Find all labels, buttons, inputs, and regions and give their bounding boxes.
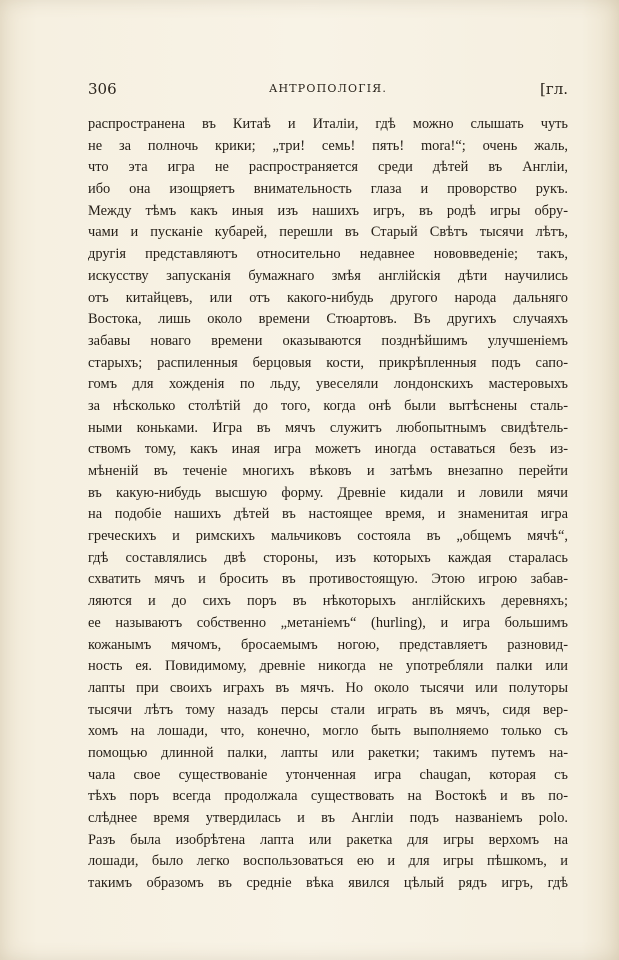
text-line: старыхъ; распиленныя берцовыя кости, прикрѣпленныя подъ сапо- [88, 354, 568, 371]
text-line: тысячи лѣтъ тому назадъ персы стали играть въ мячъ, сидя вер- [88, 701, 568, 718]
text-line: чами и пусканіе кубарей, перешли въ Старый Свѣтъ тысячи лѣтъ, [88, 224, 568, 241]
text-line: гдѣ составлялись двѣ стороны, изъ которыхъ каждая старалась [88, 549, 568, 566]
text-line: схватить мячъ и бросить въ противостоящую. Этою игрою забав- [88, 571, 568, 588]
text-line: хомъ на лошади, что, конечно, могло быть выполняемо только съ [88, 723, 568, 740]
text-line: греческихъ и римскихъ мальчиковъ состояла въ „общемъ мячѣ“, [88, 528, 568, 545]
text-line: ибо она изощряетъ внимательность глаза и проворство рукъ. [88, 181, 568, 198]
text-line: искусству запусканія бумажнаго змѣя англійскія дѣти научились [88, 267, 568, 284]
text-line: ее называютъ собственно „метаніемъ“ (hurling), и игра большимъ [88, 614, 568, 631]
text-line: мѣненій въ теченіе многихъ вѣковъ и затѣмъ внезапно перейти [88, 463, 568, 479]
text-line: ляются и до сихъ поръ въ нѣкоторыхъ англійскихъ деревняхъ; [88, 593, 568, 610]
body-text [88, 114, 568, 895]
text-line: Разъ была изобрѣтена лапта или ракетка для игры верхомъ на [88, 831, 568, 848]
text-line: ными коньками. Игра въ мячъ служитъ любопытнымъ свидѣтель- [88, 419, 568, 436]
text-line: отъ китайцевъ, или отъ какого-нибудь другого народа дальняго [88, 289, 568, 306]
text-line: такимъ образомъ въ средніе вѣка явился цѣлый рядъ игръ, гдѣ [88, 875, 568, 892]
text-line: Востока, лишь около времени Стюартовъ. Въ другихъ случаяхъ [88, 311, 568, 328]
text-line: Между тѣмъ какъ иныя изъ нашихъ игръ, въ родѣ игры обру- [88, 202, 568, 219]
text-line: лошади, было легко воспользоваться ею и для игры пѣшкомъ, и [88, 853, 568, 870]
text-line: забавы новаго времени оказываются позднѣйшимъ улучшеніемъ [88, 332, 568, 349]
text-line: что эта игра не распространяется среди дѣтей въ Англіи, [88, 159, 568, 176]
page-number: 306 [88, 80, 117, 98]
text-line: распространена въ Китаѣ и Италіи, гдѣ можно слышать чуть [88, 116, 568, 132]
text-line: гомъ для хожденія по льду, увеселяли лондонскихъ мастеровыхъ [88, 376, 568, 393]
text-line: ствомъ тому, какъ иная игра можетъ иногда оставаться безъ из- [88, 441, 568, 458]
running-title: АНТРОПОЛОГІЯ. [268, 82, 388, 95]
text-line: кожанымъ мячомъ, бросаемымъ ногою, представляетъ разновид- [88, 636, 568, 653]
text-line: помощью длинной палки, лапты или ракетки; такимъ путемъ на- [88, 744, 568, 761]
text-line: слѣднее время утвердилась и въ Англіи подъ названіемъ polo. [88, 810, 568, 826]
chapter-mark: [гл. [539, 80, 568, 98]
text-line: тѣхъ поръ всегда продолжала существовать на Востокѣ и въ по- [88, 788, 568, 805]
text-line: лапты при своихъ играхъ въ мячъ. Но около тысячи или полуторы [88, 679, 568, 696]
text-line: ность ея. Повидимому, древніе никогда не употребляли палки или [88, 658, 568, 675]
text-line: въ какую-нибудь высшую форму. Древніе кидали и ловили мячи [88, 484, 568, 501]
text-line: чала свое существованіе утонченная игра chaugan, которая съ [88, 766, 568, 783]
text-line: на подобіе нашихъ дѣтей въ настоящее время, и знаменитая игра [88, 506, 568, 523]
text-line: за нѣсколько столѣтій до того, когда онѣ были вытѣснены сталь- [88, 397, 568, 414]
text-line: другія представляютъ относительно недавнее нововведеніе; такъ, [88, 246, 568, 263]
text-line: не за полночь крики; „три! семь! пять! mora!“; очень жаль, [88, 137, 568, 154]
page-header [88, 80, 568, 102]
